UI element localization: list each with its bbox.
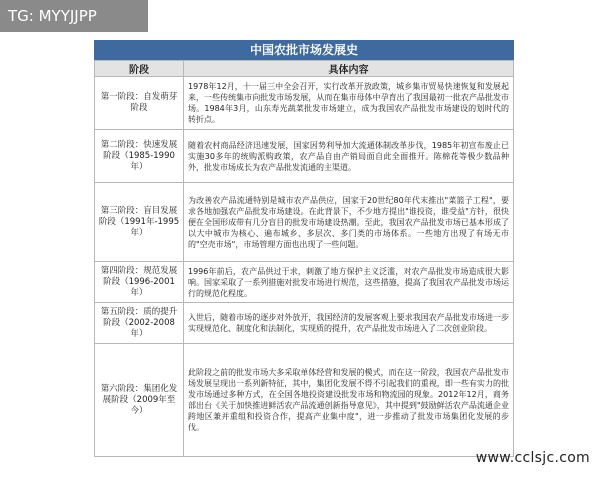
table-row: [95, 344, 514, 457]
tg-badge: TG: MYYJJPP: [0, 0, 148, 32]
table-row: [95, 183, 514, 262]
stage-cell: 第一阶段：自发萌芽阶段: [95, 77, 184, 130]
history-table: [94, 60, 514, 457]
stage-cell: 第二阶段：快速发展阶段（1985-1990年）: [95, 130, 184, 183]
table-row: [95, 77, 514, 130]
table-row: [95, 262, 514, 303]
content-cell: 随着农村商品经济迅速发展，国家因势利导加大流通体制改革步伐，1985年初宣布废止已实施30多年的统购派购政策，农产品自由产销局面自此全面推开。陈棉花等极少数品种外，批发市场成长为农产品批发流通的主渠道。: [184, 130, 514, 183]
stage-cell: 第六阶段：集团化发展阶段（2009年至今）: [95, 344, 184, 457]
stage-cell: 第五阶段：质的提升阶段（2002-2008年）: [95, 303, 184, 344]
site-watermark: www.cclsjc.com: [475, 450, 590, 466]
content-cell: 此阶段之前的批发市场大多采取单体经营和发展的模式，而在这一阶段，我国农产品批发市场发展呈现出一系列新特征，其中，集团化发展不得不引起我们的重视，即一些有实力的批发市场通过多种方式，在全国各地投资建设批发市场和物流园的现象。2012年12月，商务部出台《关于加快推进鲜活农产品流通创新指导意见》，其中提到"鼓励鲜活农产品流通企业跨地区兼并重组和投资合作，提高产业集中度"，进一步推动了批发市场集团化发展的步伐。: [184, 344, 514, 457]
stage-cell: 第四阶段：规范发展阶段（1996-2001年）: [95, 262, 184, 303]
content-cell: 入世后，随着市场的逐步对外放开，我国经济的发展客观上要求我国农产品批发市场进一步实现规范化、制度化和法制化，实现质的提升，农产品批发市场进入了二次创业阶段。: [184, 303, 514, 344]
header-content: 具体内容: [184, 61, 514, 77]
content-cell: 1978年12月，十一届三中全会召开，实行改革开放政策，城乡集市贸易快速恢复和发展起来，一些传统集市向批发市场发展，从而在集市母体中孕育出了我国最初一批农产品批发市场。1984年3月，山东寿光蔬菜批发市场建立，成为我国农产品批发市场建设的划时代的转折点。: [184, 77, 514, 130]
stage-cell: 第三阶段：盲目发展阶段（1991年-1995年）: [95, 183, 184, 262]
content-cell: 1996年前后，农产品供过于求，刺激了地方保护主义泛滥，对农产品批发市场造成很大影响。国家采取了一系列措施对批发市场进行规范，这些措施，提高了我国农产品批发市场运行的规范化程度。: [184, 262, 514, 303]
table-title: 中国农批市场发展史: [94, 40, 514, 60]
table-row: [95, 303, 514, 344]
header-stage: 阶段: [95, 61, 184, 77]
table-row: [95, 130, 514, 183]
history-table-container: [94, 40, 514, 464]
content-cell: 为改善农产品流通特别是城市农产品供应，国家于20世纪80年代末推出"菜篮子工程"，要求各地加强农产品批发市场建设。在此背景下，不少地方提出"谁投资，谁受益"方针，很快便在全国形成带有几分盲目的批发市场建设热潮。至此，我国农产品批发市场已基本形成了以大中城市为核心、遍布城乡、多层次、多门类的市场体系。一些地方出现了有场无市的"空壳市场"，市场管理方面也出现了一些问题。: [184, 183, 514, 262]
table-header-row: [95, 61, 514, 77]
